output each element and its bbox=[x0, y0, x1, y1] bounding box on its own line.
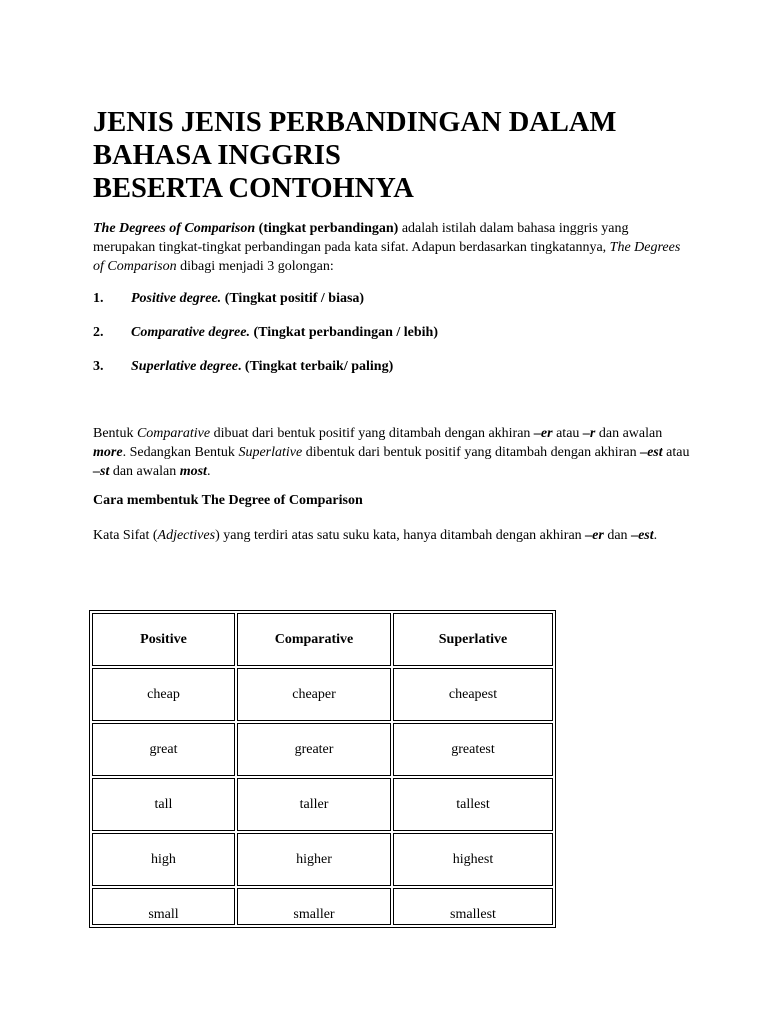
cell-superlative: greatest bbox=[393, 723, 553, 776]
formation-text: . Sedangkan Bentuk bbox=[122, 445, 239, 460]
formation-text: Bentuk bbox=[93, 426, 137, 441]
header-superlative: Superlative bbox=[393, 613, 553, 666]
formation-text: dibentuk dari bentuk positif yang ditambah dengan akhiran bbox=[302, 445, 641, 460]
intro-term-gloss: (tingkat perbandingan) bbox=[258, 221, 399, 236]
list-desc: (Tingkat positif / biasa) bbox=[221, 291, 365, 306]
list-number: 3. bbox=[93, 359, 104, 374]
cell-superlative: highest bbox=[393, 833, 553, 886]
cell-comparative: greater bbox=[237, 723, 391, 776]
adjectives-est: –est bbox=[631, 528, 654, 543]
table-row bbox=[92, 723, 553, 776]
cell-positive: cheap bbox=[92, 668, 235, 721]
formation-st: –st bbox=[93, 464, 110, 479]
cell-superlative: smallest bbox=[393, 888, 553, 925]
cell-positive: tall bbox=[92, 778, 235, 831]
formation-est: –est bbox=[640, 445, 663, 460]
title-line-3: BESERTA CONTOHNYA bbox=[93, 173, 414, 204]
formation-text: atau bbox=[552, 426, 583, 441]
formation-superlative: Superlative bbox=[238, 445, 303, 460]
document-title bbox=[93, 106, 616, 205]
cell-positive: small bbox=[92, 888, 235, 925]
intro-term-2: The Degrees of Comparison bbox=[93, 240, 681, 274]
adjectives-er: –er bbox=[585, 528, 604, 543]
cell-positive: high bbox=[92, 833, 235, 886]
formation-text: . bbox=[206, 464, 211, 479]
header-comparative: Comparative bbox=[237, 613, 391, 666]
list-desc: (Tingkat perbandingan / lebih) bbox=[249, 325, 439, 340]
formation-text: dan awalan bbox=[595, 426, 663, 441]
list-term-dot: . bbox=[237, 359, 242, 374]
list-term: Superlative degree bbox=[131, 359, 238, 374]
section-heading: Cara membentuk The Degree of Comparison bbox=[93, 493, 363, 508]
cell-comparative: cheaper bbox=[237, 668, 391, 721]
list-number: 2. bbox=[93, 325, 104, 340]
title-line-2: BAHASA INGGRIS bbox=[93, 140, 341, 171]
list-number: 1. bbox=[93, 291, 104, 306]
intro-term: The Degrees of Comparison bbox=[93, 221, 256, 236]
adjectives-paragraph bbox=[93, 526, 693, 545]
table-row bbox=[92, 888, 553, 925]
formation-text: dibuat dari bentuk positif yang ditambah dengan akhiran bbox=[210, 426, 534, 441]
intro-text-1: adalah istilah dalam bahasa inggris yang merupakan tingkat-tingkat perbandingan pada kata sifat. Adapun berdasarkan tingkatannya, bbox=[93, 221, 629, 255]
intro-text-2: dibagi menjadi 3 golongan: bbox=[176, 259, 334, 274]
comparison-table-frame bbox=[89, 610, 556, 928]
list-term: Positive degree. bbox=[131, 291, 222, 306]
list-term: Comparative degree. bbox=[131, 325, 250, 340]
cell-superlative: tallest bbox=[393, 778, 553, 831]
cell-superlative: cheapest bbox=[393, 668, 553, 721]
formation-more: more bbox=[93, 445, 123, 460]
formation-paragraph bbox=[93, 424, 693, 481]
table-row bbox=[92, 668, 553, 721]
cell-comparative: taller bbox=[237, 778, 391, 831]
cell-comparative: smaller bbox=[237, 888, 391, 925]
adjectives-text: ) yang terdiri atas satu suku kata, hanya ditambah dengan akhiran bbox=[215, 528, 586, 543]
list-desc: (Tingkat terbaik/ paling) bbox=[241, 359, 394, 374]
formation-text: atau bbox=[662, 445, 690, 460]
cell-comparative: higher bbox=[237, 833, 391, 886]
cell-positive: great bbox=[92, 723, 235, 776]
table-row bbox=[92, 778, 553, 831]
title-line-1: JENIS JENIS PERBANDINGAN DALAM bbox=[93, 107, 617, 138]
adjectives-text: dan bbox=[603, 528, 632, 543]
formation-er: –er bbox=[533, 426, 553, 441]
formation-comparative: Comparative bbox=[136, 426, 211, 441]
intro-paragraph bbox=[93, 219, 693, 276]
formation-r: –r bbox=[582, 426, 596, 441]
formation-most: most bbox=[179, 464, 207, 479]
adjectives-text: . bbox=[653, 528, 658, 543]
adjectives-term: Adjectives bbox=[157, 528, 216, 543]
table-header-row bbox=[92, 613, 553, 666]
table-row bbox=[92, 833, 553, 886]
adjectives-text: Kata Sifat ( bbox=[93, 528, 158, 543]
comparison-table bbox=[90, 611, 555, 927]
formation-text: dan awalan bbox=[109, 464, 180, 479]
header-positive: Positive bbox=[92, 613, 235, 666]
